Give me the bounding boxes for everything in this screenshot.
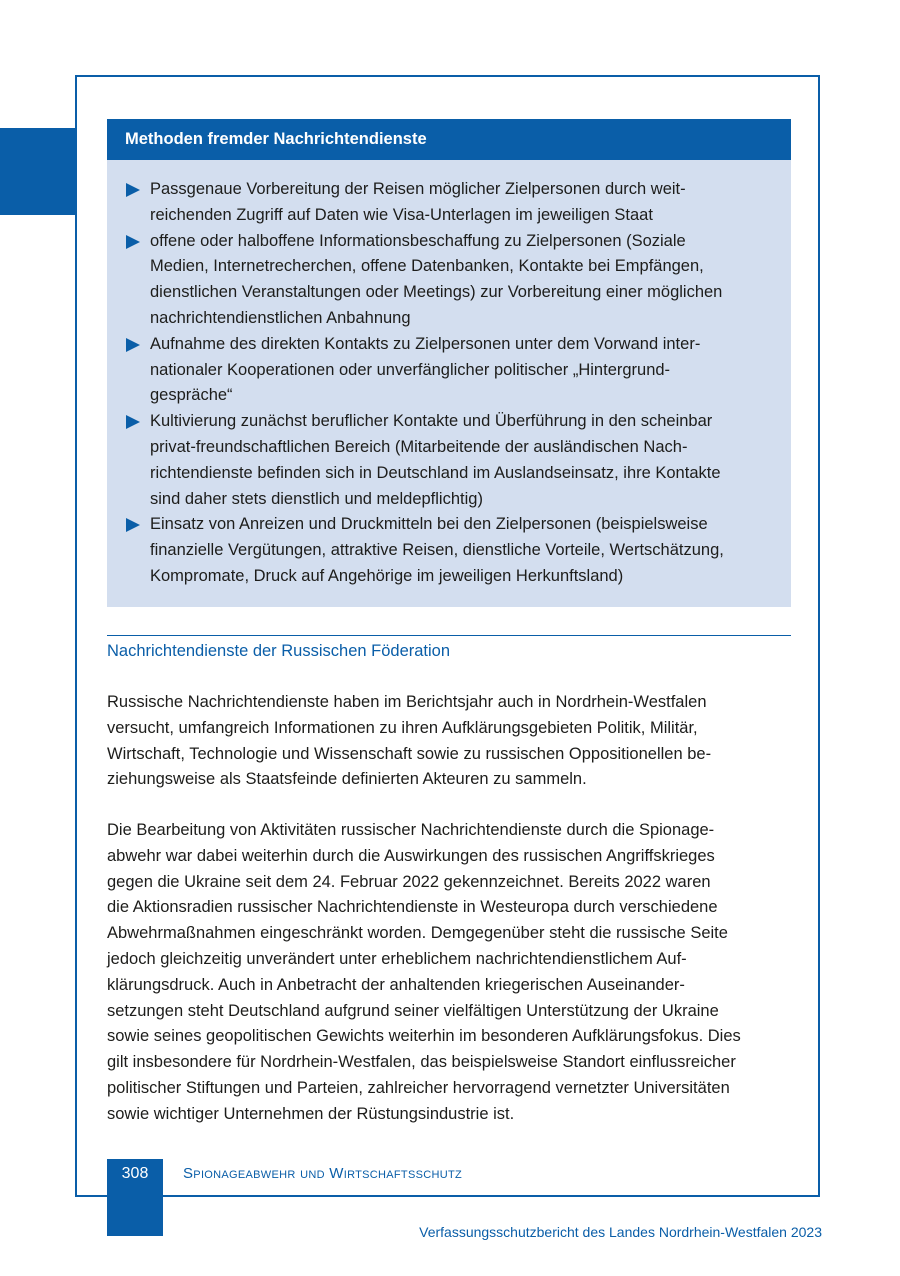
- methods-list-item: [125, 229, 777, 332]
- page-number-block: [107, 1159, 163, 1236]
- chapter-side-tab: [0, 128, 75, 215]
- list-item-line: finanzielle Vergütungen, attraktive Reisen, dienstliche Vorteile, Wertschätzung,: [150, 541, 724, 560]
- paragraph-line: sowie seines geopolitischen Gewichts weiterhin im besonderen Aufklärungsfokus. Dies: [107, 1027, 741, 1046]
- section-heading: Nachrichtendienste der Russischen Föderation: [107, 642, 451, 660]
- paragraph-line: Abwehrmaßnahmen eingeschränkt worden. Demgegenüber steht die russische Seite: [107, 924, 728, 943]
- list-item-line: Medien, Internetrecherchen, offene Datenbanken, Kontakte bei Empfängen,: [150, 257, 704, 276]
- paragraph-line: ziehungsweise als Staatsfeinde definierten Akteuren zu sammeln.: [107, 770, 587, 789]
- methods-box-title: Methoden fremder Nachrichtendienste: [107, 119, 791, 160]
- list-item-line: Kultivierung zunächst beruflicher Kontakte und Überführung in den scheinbar: [150, 412, 713, 431]
- chapter-title: Spionageabwehr und Wirtschaftsschutz: [183, 1165, 462, 1182]
- paragraph-line: die Aktionsradien russischer Nachrichtendienste in Westeuropa durch verschiedene: [107, 898, 718, 917]
- methods-list-item: [125, 512, 777, 589]
- list-item-line: Kompromate, Druck auf Angehörige im jeweiligen Herkunftsland): [150, 566, 624, 585]
- paragraph-line: Russische Nachrichtendienste haben im Berichtsjahr auch in Nordrhein-Westfalen: [107, 693, 707, 711]
- list-item-line: privat-freundschaftlichen Bereich (Mitarbeitende der ausländischen Nach-: [150, 437, 688, 456]
- paragraph-line: versucht, umfangreich Informationen zu ihren Aufklärungsgebieten Politik, Militär,: [107, 718, 698, 737]
- arrow-bullet-icon: [126, 338, 140, 352]
- list-item-line: Einsatz von Anreizen und Druckmitteln bei den Zielpersonen (beispielsweise: [150, 515, 708, 534]
- methods-list-item: [125, 332, 777, 409]
- publication-title: Verfassungsschutzbericht des Landes Nordrhein-Westfalen 2023: [419, 1224, 822, 1240]
- arrow-bullet-icon: [126, 235, 140, 249]
- arrow-bullet-icon: [126, 415, 140, 429]
- paragraph-line: klärungsdruck. Auch in Anbetracht der anhaltenden kriegerischen Auseinander-: [107, 975, 685, 994]
- list-item-line: offene oder halboffene Informationsbeschaffung zu Zielpersonen (Soziale: [150, 231, 686, 250]
- list-item-line: Aufnahme des direkten Kontakts zu Zielpersonen unter dem Vorwand inter-: [150, 334, 701, 353]
- methods-list-item: [125, 177, 777, 229]
- paragraph-line: abwehr war dabei weiterhin durch die Auswirkungen des russischen Angriffskrieges: [107, 846, 715, 865]
- section-divider: [107, 635, 791, 636]
- paragraph-line: gilt insbesondere für Nordrhein-Westfalen, das beispielsweise Standort einflussreicher: [107, 1053, 736, 1072]
- methods-list-item: [125, 409, 777, 512]
- arrow-bullet-icon: [126, 518, 140, 532]
- paragraph-line: Wirtschaft, Technologie und Wissenschaft sowie zu russischen Oppositionellen be-: [107, 744, 712, 763]
- paragraph-line: sowie wichtiger Unternehmen der Rüstungsindustrie ist.: [107, 1104, 515, 1123]
- list-item-line: gespräche“: [150, 386, 233, 405]
- methods-box: [107, 160, 791, 607]
- body-paragraph: [107, 690, 797, 793]
- list-item-line: dienstlichen Veranstaltungen oder Meetings) zur Vorbereitung einer möglichen: [150, 283, 723, 302]
- paragraph-line: politischer Stiftungen und Parteien, zahlreicher hervorragend vernetzter Universitäten: [107, 1078, 730, 1097]
- body-paragraph: [107, 818, 797, 1128]
- list-item-line: sind daher stets dienstlich und meldepflichtig): [150, 489, 483, 508]
- methods-list: [125, 177, 777, 590]
- list-item-line: nationaler Kooperationen oder unverfänglicher politischer „Hintergrund-: [150, 360, 671, 379]
- paragraph-line: gegen die Ukraine seit dem 24. Februar 2022 gekennzeichnet. Bereits 2022 waren: [107, 872, 711, 891]
- page-number: 308: [121, 1165, 149, 1182]
- list-item-line: nachrichtendienstlichen Anbahnung: [150, 308, 411, 327]
- list-item-line: Passgenaue Vorbereitung der Reisen möglicher Zielpersonen durch weit-: [150, 180, 686, 198]
- arrow-bullet-icon: [126, 183, 140, 197]
- paragraph-line: jedoch gleichzeitig unverändert unter erheblichem nachrichtendienstlichem Auf-: [107, 949, 687, 968]
- list-item-line: reichenden Zugriff auf Daten wie Visa-Unterlagen im jeweiligen Staat: [150, 205, 653, 224]
- list-item-line: richtendienste befinden sich in Deutschland im Auslandseinsatz, ihre Kontakte: [150, 463, 721, 482]
- paragraph-line: setzungen steht Deutschland aufgrund seiner vielfältigen Unterstützung der Ukraine: [107, 1001, 719, 1020]
- paragraph-line: Die Bearbeitung von Aktivitäten russischer Nachrichtendienste durch die Spionage-: [107, 821, 715, 839]
